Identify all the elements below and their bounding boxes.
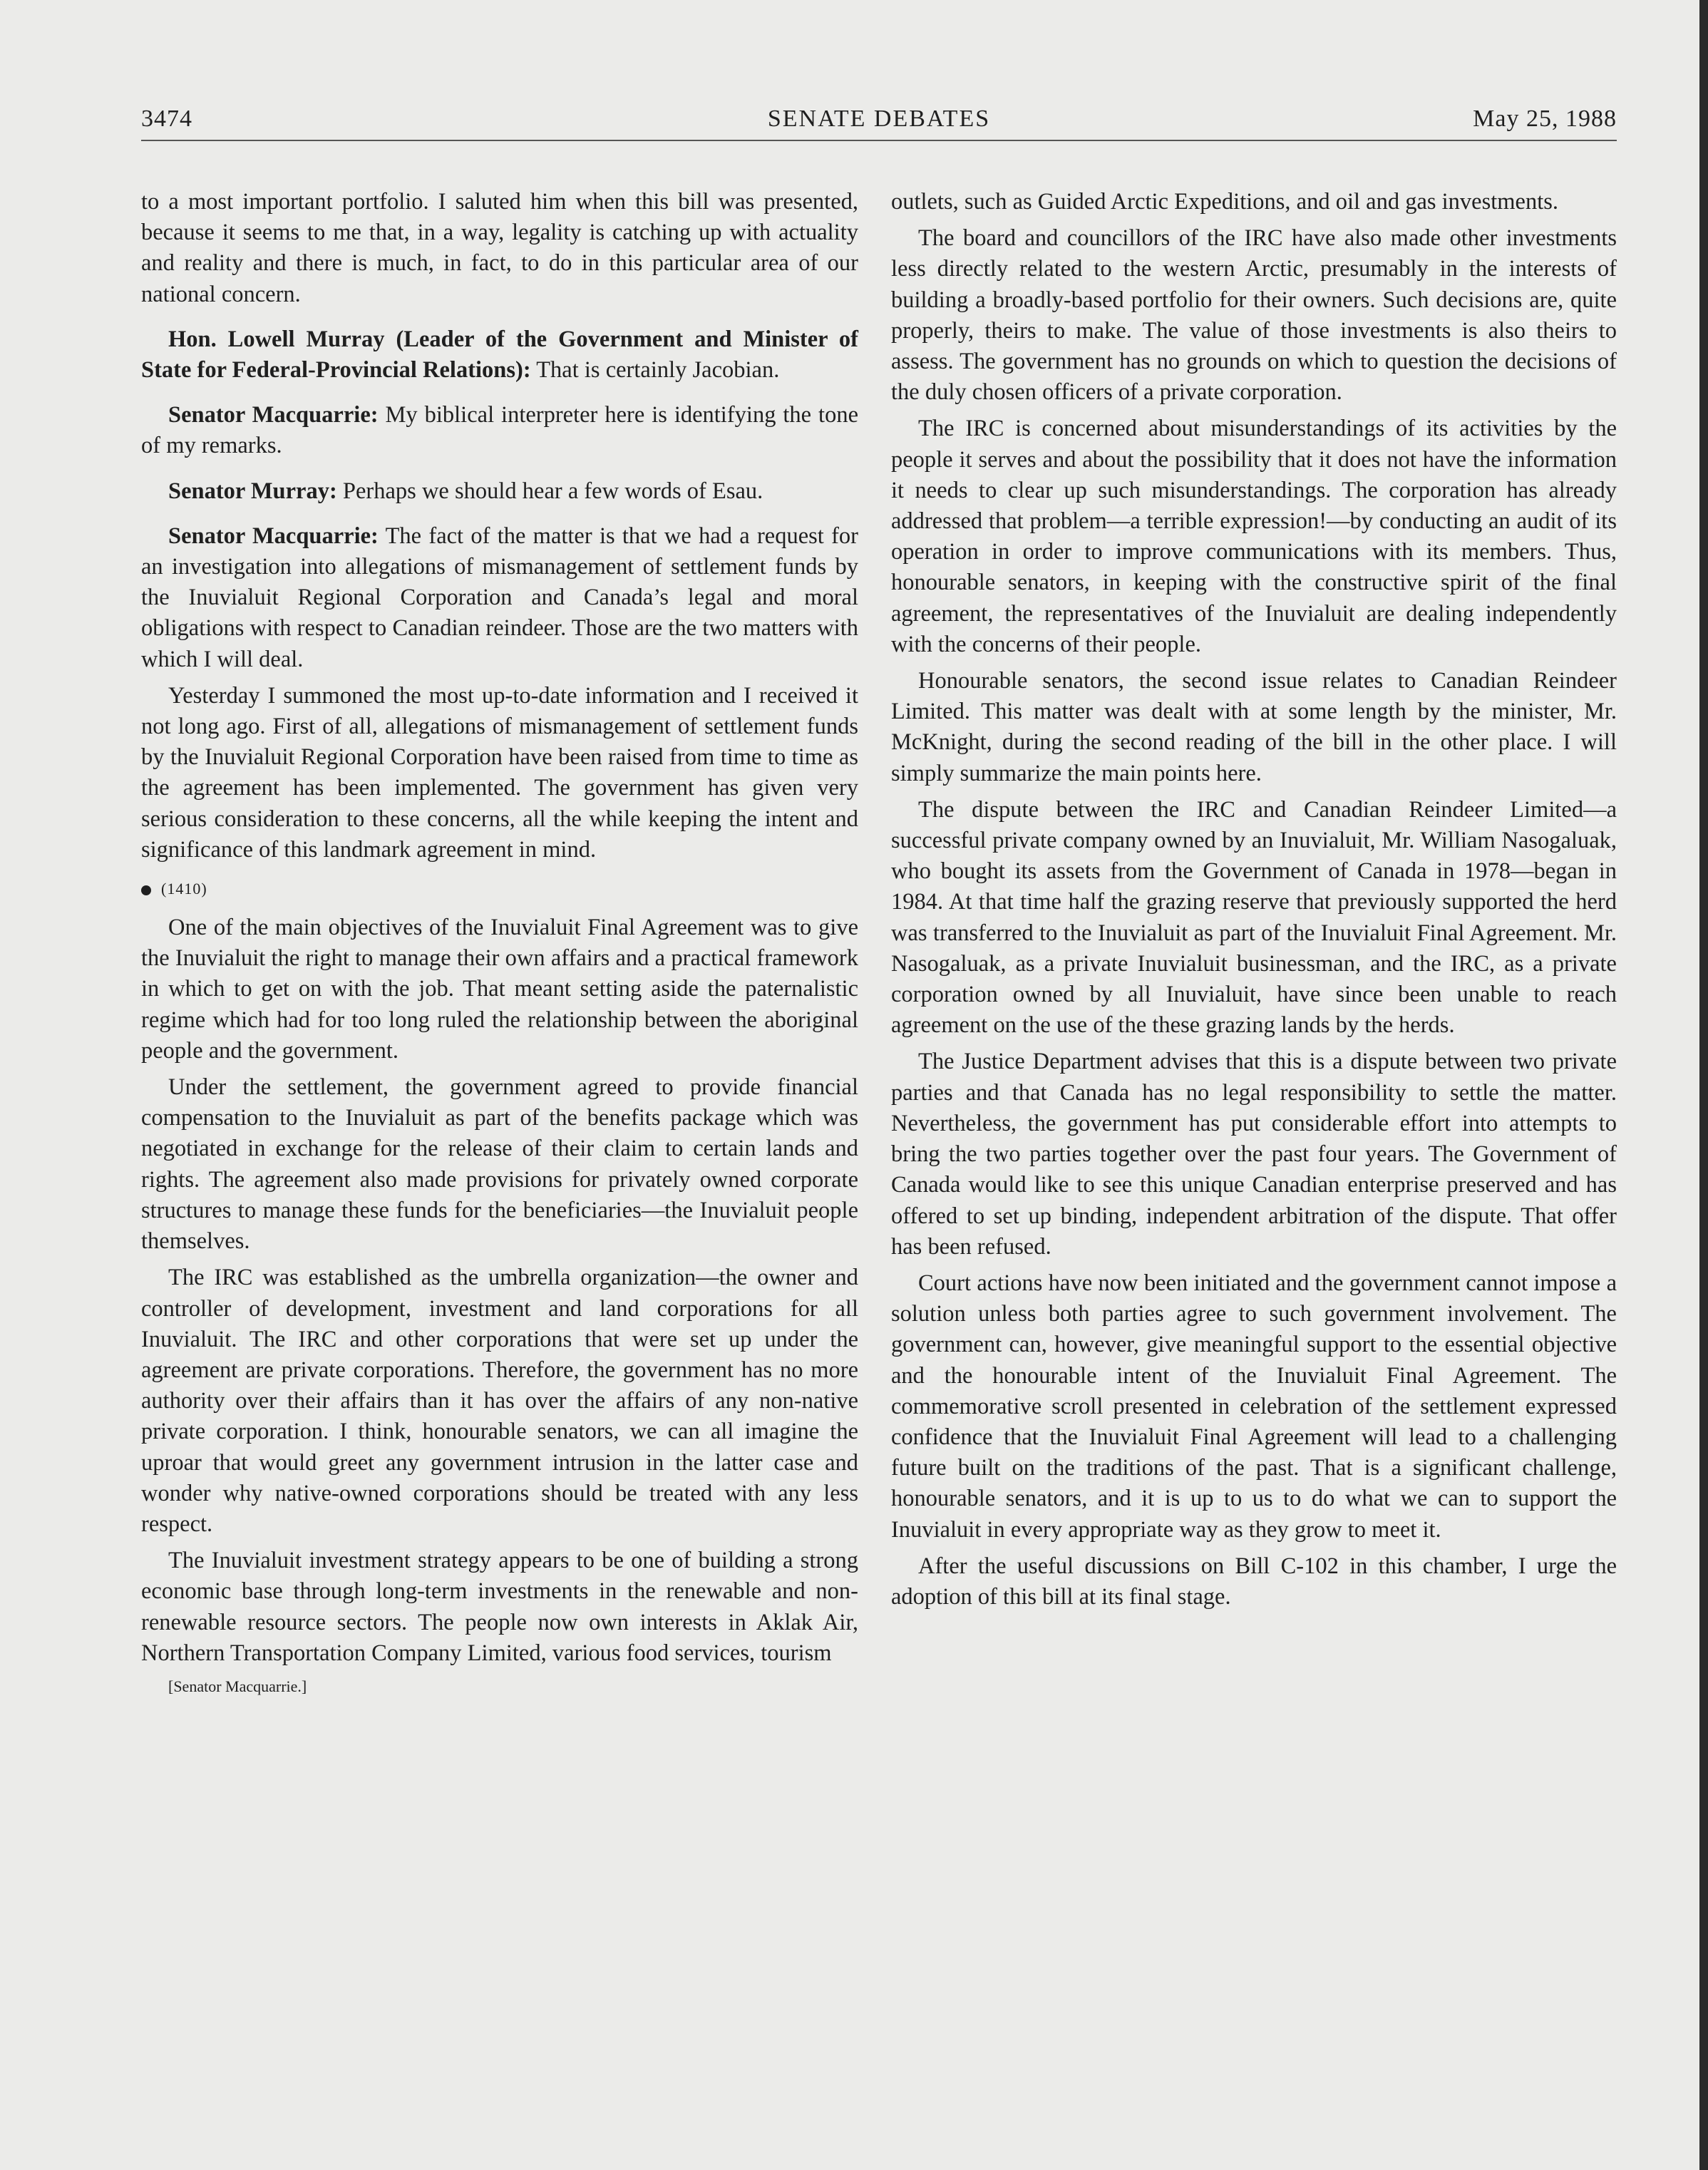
page-header	[141, 106, 1617, 138]
time-marker-text: (1410)	[161, 880, 207, 898]
scan-edge	[1699, 0, 1708, 2170]
paragraph: The dispute between the IRC and Canadian Reindeer Limited—a successful private company owned by an Inuvialuit, Mr. William Nasogaluak, who bought its assets from the Government of Canada in 1978—began in 1984. At that time half the grazing reserve that previously supported the herd was transferred to the Inuvialuit as part of the Inuvialuit Final Agreement. Mr. Nasogaluak, as a private Inuvialuit businessman, and the IRC, as a private corporation owned by all Inuvialuit, have since been unable to reach agreement on the use of the these grazing lands by the herds.	[891, 796, 1617, 1039]
left-column	[141, 187, 858, 1697]
speech-text: The fact of the matter is that we had a request for an investigation into allegations of mismanagement of settlement funds by the Inuvialuit Regional Corporation and Canada’s legal and moral obligations with respect to Canadian reindeer. Those are the two matters with which I will deal.	[141, 523, 858, 672]
speech-text: Perhaps we should hear a few words of Esau.	[336, 478, 763, 504]
speaker-name: Senator Murray:	[168, 478, 337, 504]
speaker-name: Senator Macquarrie:	[168, 402, 379, 428]
paragraph: Honourable senators, the second issue relates to Canadian Reindeer Limited. This matter was dealt with at some length by the minister, Mr. McKnight, during the second reading of the bill in the other place. I will simply summarize the main points here.	[891, 668, 1617, 786]
speech-text: That is certainly Jacobian.	[530, 357, 780, 384]
publication-title: SENATE DEBATES	[767, 106, 991, 132]
speech-paragraph	[141, 521, 858, 675]
paragraph: The Inuvialuit investment strategy appears to be one of building a strong economic base through long-term investments in the renewable and non-renewable resource sectors. The people now own interests in Aklak Air, Northern Transportation Company Limited, various food services, tourism	[141, 1548, 858, 1666]
paragraph: to a most important portfolio. I saluted him when this bill was presented, because it seems to me that, in a way, legality is catching up with actuality and reality and there is much, in fact, to do in this particular area of our national concern.	[141, 189, 858, 307]
page-number: 3474	[141, 106, 192, 132]
time-marker	[141, 878, 858, 900]
publication-date: May 25, 1988	[1473, 106, 1617, 132]
paragraph: After the useful discussions on Bill C-102 in this chamber, I urge the adoption of this bill at its final stage.	[891, 1553, 1617, 1610]
paragraph: Court actions have now been initiated and the government cannot impose a solution unless both parties agree to such government involvement. The government can, however, give meaningful support to the essential objective and the honourable intent of the Inuvialuit Final Agreement. The commemorative scroll presented in celebration of the settlement expressed confidence that the Inuvialuit Final Agreement will lead to a challenging future built on the traditions of the past. That is a significant challenge, honourable senators, and it is up to us to do what we can to support the Inuvialuit in every appropriate way as they grow to meet it.	[891, 1270, 1617, 1543]
speech-paragraph	[141, 476, 858, 507]
paragraph: One of the main objectives of the Inuvialuit Final Agreement was to give the Inuvialuit the right to manage their own affairs and a practical framework in which to get on with the job. That meant setting aside the paternalistic regime which had for too long ruled the relationship between the aboriginal people and the government.	[141, 915, 858, 1064]
paragraph: outlets, such as Guided Arctic Expeditions, and oil and gas investments.	[891, 189, 1559, 215]
speech-paragraph	[141, 324, 858, 386]
speech-paragraph	[141, 400, 858, 461]
paragraph: Under the settlement, the government agreed to provide financial compensation to the Inuvialuit as part of the benefits package which was negotiated in exchange for the release of their claim to certain lands and rights. The agreement also made provisions for privately owned corporate structures to manage these funds for the beneficiaries—the Inuvialuit people themselves.	[141, 1074, 858, 1255]
paragraph: The IRC was established as the umbrella organization—the owner and controller of development, investment and land corporations for all Inuvialuit. The IRC and other corporations that were set up under the agreement are private corporations. Therefore, the government has no more authority over their affairs than it has over the affairs of any non-native private corporation. I think, honourable senators, we can all imagine the uproar that would greet any government intrusion in the latter case and wonder why native-owned corporations should be treated with any less respect.	[141, 1265, 858, 1537]
speech-text: My biblical interpreter here is identifying the tone of my remarks.	[141, 402, 858, 459]
right-column	[891, 187, 1617, 1613]
paragraph: The board and councillors of the IRC have also made other investments less directly related to the western Arctic, presumably in the interests of building a broadly-based portfolio for their owners. Such decisions are, quite properly, theirs to make. The value of those investments is also theirs to assess. The government has no grounds on which to question the decisions of the duly chosen officers of a private corporation.	[891, 225, 1617, 406]
speaker-name: Hon. Lowell Murray (Leader of the Government and Minister of State for Federal-Provincial Relations):	[141, 326, 858, 384]
paragraph: The Justice Department advises that this is a dispute between two private parties and that Canada has no legal responsibility to settle the matter. Nevertheless, the government has put considerable effort into attempts to bring the two parties together over the past four years. The Government of Canada would like to see this unique Canadian enterprise preserved and has offered to set up binding, independent arbitration of the dispute. That offer has been refused.	[891, 1049, 1617, 1260]
paragraph: Yesterday I summoned the most up-to-date information and I received it not long ago. First of all, allegations of mismanagement of settlement funds by the Inuvialuit Regional Corporation have been raised from time to time as the agreement has been implemented. The government has given very serious consideration to these concerns, all the while keeping the intent and significance of this landmark agreement in mind.	[141, 682, 858, 863]
paragraph: The IRC is concerned about misunderstandings of its activities by the people it serves and about the possibility that it does not have the information it needs to clear up such misunderstandings. The corporation has already addressed that problem—a terrible expression!—by conducting an audit of its operation in order to improve communications with its members. Thus, honourable senators, in keeping with the constructive spirit of the final agreement, the representatives of the Inuvialuit are dealing independently with the concerns of their people.	[891, 416, 1617, 657]
speaker-name: Senator Macquarrie:	[168, 523, 379, 549]
header-rule	[141, 140, 1617, 141]
bullet-icon	[141, 885, 151, 895]
speaker-footnote: [Senator Macquarrie.]	[168, 1677, 307, 1695]
